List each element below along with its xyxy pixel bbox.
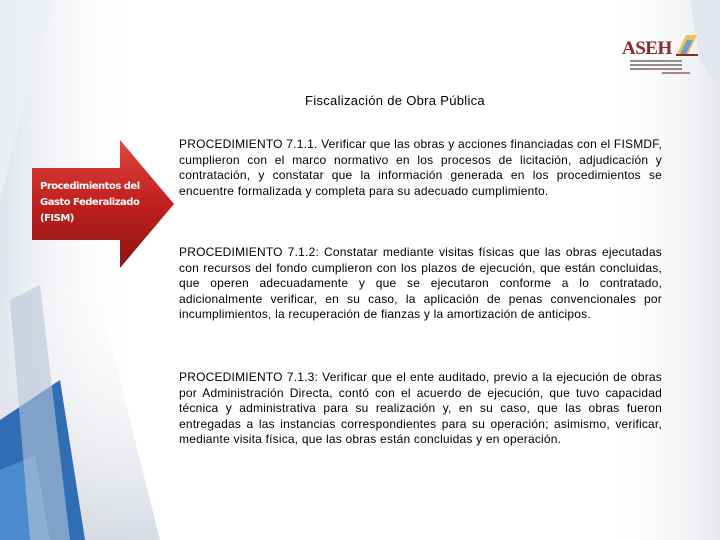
section-arrow <box>30 138 176 270</box>
procedure-7-1-2: PROCEDIMIENTO 7.1.2: Constatar mediante visitas físicas que las obras ejecutadas con recursos del fondo cumplieron con los plazos de ejecución, que están concluidas, que operen adecuadamente y que se ejecutaron conforme a lo contratado, adicionalmente verificar, en su caso, la aplicación de penas convencionales por incumplimientos, la recuperación de fianzas y la amortización de anticipos. <box>179 245 662 322</box>
logo-tagline-lines <box>630 60 682 72</box>
arrow-label: Procedimientos del Gasto Federalizado (FISM) <box>40 181 140 224</box>
procedure-7-1-1: PROCEDIMIENTO 7.1.1. Verificar que las obras y acciones financiadas con el FISMDF, cumplieron con el marco normativo en los procesos de licitación, adjudicación y contratación, y constatar que la información generada en los procedimientos se encuentre formalizada y completa para su adecuado cumplimiento. <box>179 137 662 198</box>
logo-text: ASEH <box>622 38 672 59</box>
procedure-7-1-3: PROCEDIMIENTO 7.1.3: Verificar que el ente auditado, previo a la ejecución de obras por Administración Directa, contó con el acuerdo de ejecución, que tuvo capacidad técnica y administrativa para su realización y, en su caso, que las obras fueron entregadas a las instancias correspondientes para su operación; asimismo, verificar, mediante visita física, que las obras están concluidas y en operación. <box>179 370 662 447</box>
logo-footer-line <box>662 72 690 74</box>
logo-emblem-icon <box>674 32 700 58</box>
logo <box>622 28 702 78</box>
page-title: Fiscalización de Obra Pública <box>305 93 485 108</box>
